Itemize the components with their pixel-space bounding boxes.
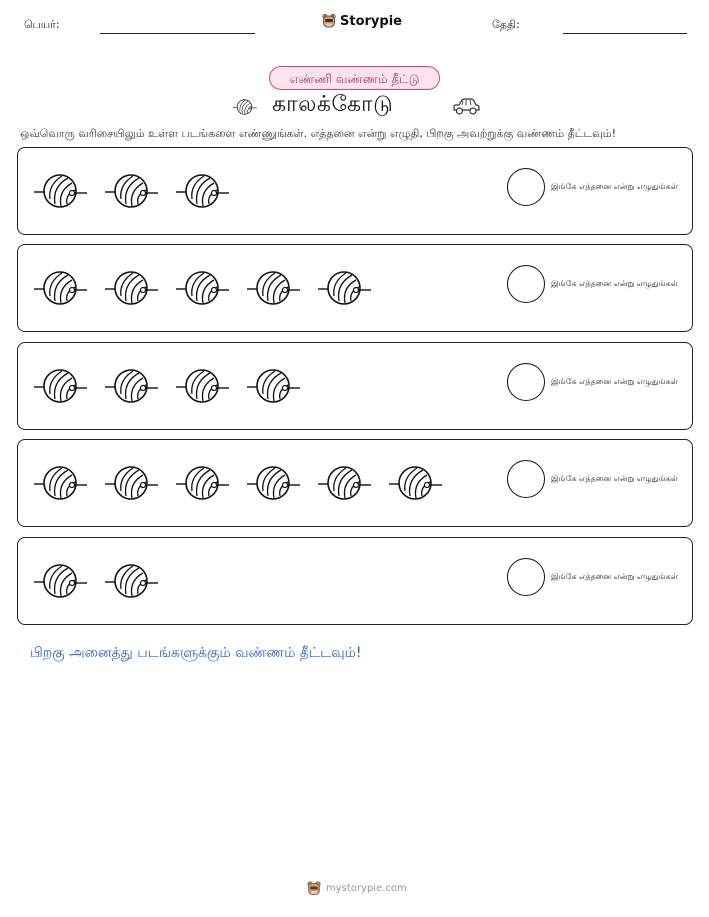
name-line[interactable] <box>100 33 255 34</box>
count-row-2 <box>17 244 693 332</box>
answer-hint: இங்கே எத்தனை என்று எழுதுங்கள் <box>551 572 678 581</box>
answer-hint: இங்கே எத்தனை என்று எழுதுங்கள் <box>551 377 678 386</box>
site-url: mystorypie.com <box>326 883 407 894</box>
yarn-ball-icon <box>231 97 259 117</box>
answer-circle[interactable] <box>507 363 545 401</box>
yarn-ball-icon[interactable] <box>174 461 232 505</box>
answer-circle[interactable] <box>507 460 545 498</box>
yarn-ball-icon[interactable] <box>245 364 303 408</box>
yarn-ball-icon[interactable] <box>316 266 374 310</box>
name-label: பெயர்: <box>24 18 60 31</box>
yarn-ball-icon[interactable] <box>103 364 161 408</box>
yarn-ball-icon[interactable] <box>103 169 161 213</box>
count-row-3 <box>17 342 693 430</box>
date-line[interactable] <box>563 33 687 34</box>
bear-logo-icon <box>307 880 321 897</box>
yarn-ball-icon[interactable] <box>103 461 161 505</box>
answer-hint: இங்கே எத்தனை என்று எழுதுங்கள் <box>551 474 678 483</box>
yarn-ball-icon[interactable] <box>32 461 90 505</box>
footer-instruction: பிறகு அனைத்து படங்களுக்கும் வண்ணம் தீட்டவும்! <box>30 645 362 661</box>
yarn-ball-icon[interactable] <box>245 266 303 310</box>
yarn-ball-icon[interactable] <box>103 266 161 310</box>
yarn-ball-icon[interactable] <box>245 461 303 505</box>
answer-circle[interactable] <box>507 558 545 596</box>
answer-hint: இங்கே எத்தனை என்று எழுதுங்கள் <box>551 279 678 288</box>
date-label: தேதி: <box>492 18 520 31</box>
brand-name: Storypie <box>340 13 402 29</box>
site-footer <box>307 880 407 897</box>
yarn-ball-icon[interactable] <box>174 169 232 213</box>
count-row-4 <box>17 439 693 527</box>
brand-logo <box>322 13 402 29</box>
count-row-5 <box>17 537 693 625</box>
subtitle-badge: எண்ணி வண்ணம் தீட்டு <box>269 66 440 90</box>
yarn-ball-icon[interactable] <box>32 266 90 310</box>
answer-hint: இங்கே எத்தனை என்று எழுதுங்கள் <box>551 182 678 191</box>
car-icon <box>451 96 481 118</box>
yarn-ball-icon[interactable] <box>387 461 445 505</box>
yarn-ball-icon[interactable] <box>32 169 90 213</box>
page-title: காலக்கோடு <box>272 92 394 117</box>
answer-circle[interactable] <box>507 265 545 303</box>
bear-logo-icon <box>322 13 336 29</box>
yarn-ball-icon[interactable] <box>174 364 232 408</box>
yarn-ball-icon[interactable] <box>32 559 90 603</box>
instruction-text: ஒவ்வொரு வரிசையிலும் உள்ள படங்களை எண்ணுங்கள். எத்தனை என்று எழுதி, பிறகு அவற்றுக்கு வண்ணம் தீட்டவும்! <box>20 127 617 140</box>
yarn-ball-icon[interactable] <box>32 364 90 408</box>
yarn-ball-icon[interactable] <box>316 461 374 505</box>
count-row-1 <box>17 147 693 235</box>
yarn-ball-icon[interactable] <box>174 266 232 310</box>
title-row <box>0 92 709 122</box>
yarn-ball-icon[interactable] <box>103 559 161 603</box>
answer-circle[interactable] <box>507 168 545 206</box>
